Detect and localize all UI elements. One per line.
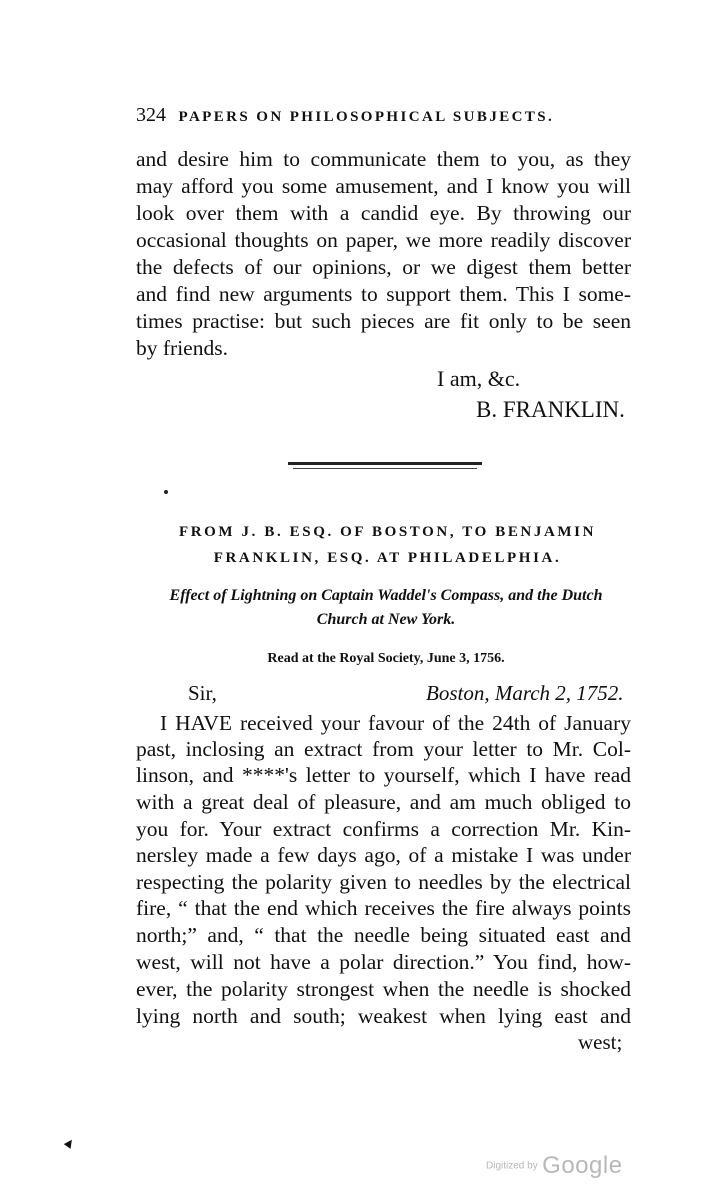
catchword: west; [578,1030,623,1054]
digitized-watermark [486,1152,623,1180]
section-divider-thin [293,468,477,469]
text-line: and desire him to communicate them to you, as they [136,147,631,171]
text-line: fire, “ that the end which receives the fire always points [136,896,631,920]
letter-subtitle-line2: Church at New York. [316,611,456,628]
text-line: times practise: but such pieces are fit only to be seen [136,309,631,333]
text-line: I HAVE received your favour of the 24th of January [160,711,631,735]
text-line: ever, the polarity strongest when the needle is shocked [136,977,631,1001]
text-line: lying north and south; weakest when lying east and [136,1004,631,1028]
watermark-brand: Google [542,1152,623,1179]
page-number: 324 [136,104,166,126]
letter-heading-line1: FROM J. B. ESQ. OF BOSTON, TO BENJAMIN [178,524,597,540]
page-corner-mark-icon: ▲ [59,1133,80,1154]
signature: B. FRANKLIN. [476,397,625,422]
text-line: past, inclosing an extract from your letter to Mr. Col- [136,737,631,761]
text-line: by friends. [136,336,228,360]
salutation: Sir, [188,681,217,705]
running-title: PAPERS ON PHILOSOPHICAL SUBJECTS. [178,109,555,125]
text-line: with a great deal of pleasure, and am much obliged to [136,790,631,814]
closing: I am, &c. [437,366,521,391]
text-line: may afford you some amusement, and I know you will [136,174,631,198]
text-line: north;” and, “ that the needle being situated east and [136,923,631,947]
ink-speck [164,490,168,494]
text-line: and find new arguments to support them. This I some- [136,282,631,306]
text-line: linson, and ****'s letter to yourself, which I have read [136,763,631,787]
text-line: west, will not have a polar direction.” You find, how- [136,950,631,974]
read-note: Read at the Royal Society, June 3, 1756. [267,651,505,666]
text-line: you for. Your extract confirms a correction Mr. Kin- [136,817,631,841]
text-line: nersley made a few days ago, of a mistake I was under [136,843,631,867]
running-header [136,104,636,130]
text-line: occasional thoughts on paper, we more readily discover [136,228,631,252]
letter-heading-line2: FRANKLIN, ESQ. AT PHILADELPHIA. [213,550,562,566]
text-line: respecting the polarity given to needles by the electrical [136,870,631,894]
text-line: the defects of our opinions, or we digest them better [136,255,631,279]
text-line: look over them with a candid eye. By throwing our [136,201,631,225]
section-divider [288,462,482,465]
watermark-prefix: Digitized by [486,1160,538,1172]
dateline: Boston, March 2, 1752. [426,681,624,705]
letter-subtitle-line1: Effect of Lightning on Captain Waddel's Compass, and the Dutch [169,587,603,604]
